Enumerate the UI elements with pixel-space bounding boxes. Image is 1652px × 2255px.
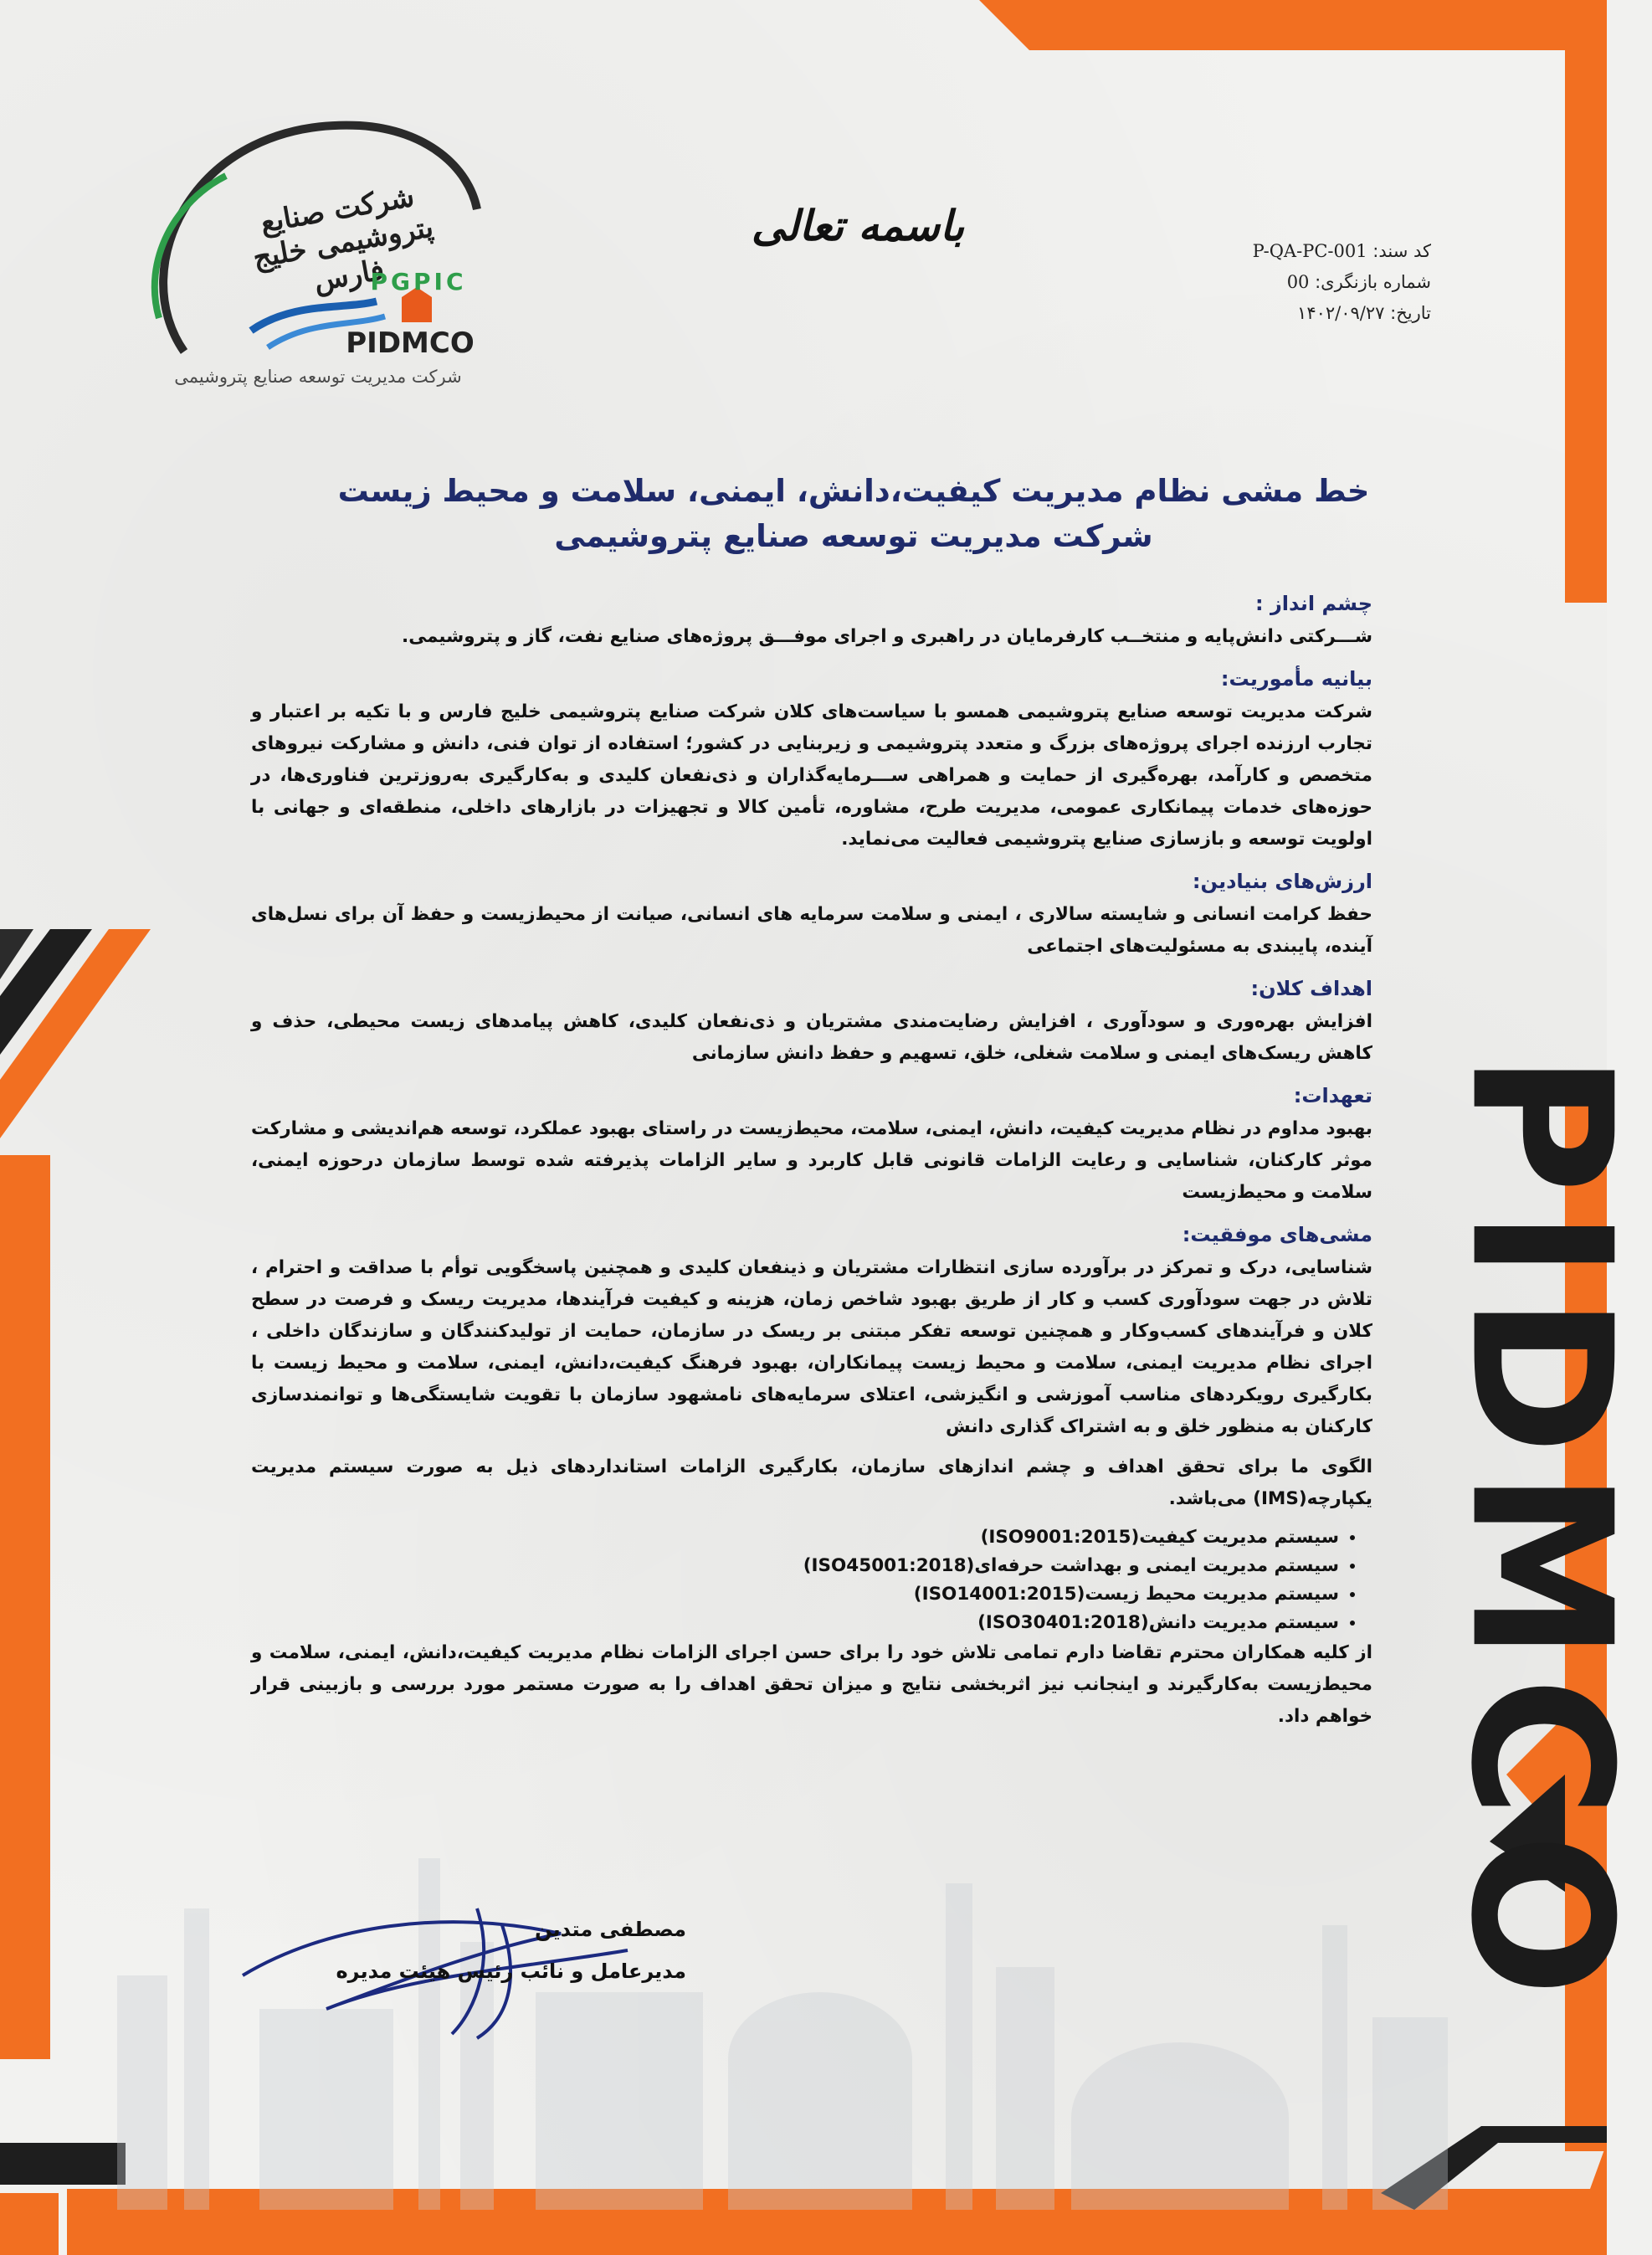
doc-code-label: کد سند: <box>1372 241 1431 261</box>
signer-name: مصطفی متدین <box>535 1918 686 1941</box>
policy-content <box>251 586 1372 1741</box>
doc-revision-value: 00 <box>1286 272 1310 292</box>
doc-code-value: P-QA-PC-001 <box>1252 241 1367 261</box>
mission-text: شرکت مدیریت توسعه صنایع پتروشیمی همسو با سیاست‌های کلان شرکت صنایع پتروشیمی خلیج فارس و با تکیه بر اعتبار و تجارب ارزنده اجرای پروژه‌های بزرگ و متعدد پتروشیمی و زیربنایی در کشور؛ استفاده از توان فنی، دانش و مشارکت نیروهای متخصص و کارآمد، بهره‌گیری از حمایت و همراهی ســـرمایه‌گذاران و ذی‌نفعان کلیدی و به‌کارگیری به‌روزترین فناوری‌ها، در حوزه‌های خدمات پیمانکاری عمومی، مدیریت طرح، مشاوره، تأمین کالا و تجهیزات در بازارهای داخلی، منطقه‌ای و جهانی با اولویت توسعه و بازسازی صنایع پتروشیمی فعالیت می‌نماید. <box>251 701 1372 850</box>
title-line-1: خط مشی نظام مدیریت کیفیت،دانش، ایمنی، سلامت و محیط زیست <box>337 473 1370 509</box>
logo-subtitle: شرکت مدیریت توسعه صنایع پتروشیمی <box>174 367 462 387</box>
company-logo <box>126 100 510 402</box>
brand-vertical-watermark: PIDMCO <box>1428 1051 1652 2012</box>
standards-list <box>251 1523 1372 1637</box>
success-text: شناسایی، درک و تمرکز در برآورده سازی انتظارات مشتریان و ذینفعان کلیدی و همچنین پاسخگویی توأم با صداقت و احترام ، تلاش در جهت سودآوری کسب و کار از طریق بهبود شاخص زمان، هزینه و کیفیت فرآیندها، مدیریت ریسک و فرصت در سطح کلان و فرآیندهای کسب‌وکار و همچنین توسعه تفکر مبتنی بر ریسک در سازمان، حمایت از تولیدکنندگان و سازندگان داخلی ، اجرای نظام مدیریت ایمنی، سلامت و محیط زیست پیمانکاران، بهبود فرهنگ کیفیت،دانش، ایمنی، سلامت و محیط زیست با بکارگیری رویکردهای مناسب آموزشی و انگیزشی، اعتلای سرمایه‌های نامشهود سازمان با تقویت شایستگی‌ها و توانمندسازی کارکنان به منظور خلق و به اشتراک گذاری دانش <box>251 1257 1372 1437</box>
logo-pidmco: PIDMCO <box>346 326 475 360</box>
list-item: • سیستم مدیریت ایمنی و بهداشت حرفه‌ای(ISO45001:2018) <box>251 1552 1339 1580</box>
closing-text: از کلیه همکاران محترم تقاضا دارم تمامی تلاش خود را برای حسن اجرای الزامات نظام مدیریت کیفیت،دانش، ایمنی، سلامت و محیط‌زیست به‌کارگیرند و اینجانب نیز اثربخشی نتایج و میزان تحقق اهداف را به صورت مستمر مورد بررسی و بازبینی قرار خواهم داد. <box>251 1642 1372 1727</box>
document-title <box>251 469 1456 559</box>
doc-date-label: تاریخ: <box>1390 303 1431 323</box>
doc-date-row <box>1130 298 1431 329</box>
mission-heading: بیانیه مأموریت: <box>1220 667 1372 691</box>
logo-company-name: شرکت صنایع پتروشیمی خلیج فارس <box>250 179 436 299</box>
success-heading: مشی‌های موفقیت: <box>1182 1223 1372 1246</box>
doc-date-value: ۱۴۰۲/۰۹/۲۷ <box>1297 303 1385 323</box>
commitments-heading: تعهدات: <box>1293 1084 1372 1107</box>
list-item: • سیستم مدیریت دانش(ISO30401:2018) <box>251 1609 1339 1637</box>
basmala-calligraphy: باسمه تعالی <box>751 201 965 250</box>
doc-code-row <box>1130 236 1431 267</box>
logo-pgpic: PGPIC <box>370 268 467 295</box>
signer-role: مدیرعامل و نائب رئیس هیئت مدیره <box>336 1960 686 1983</box>
vision-text: شـــرکتی دانش‌پایه و منتخــب کارفرمایان در راهبری و اجرای موفـــق پروژه‌های صنایع نفت، گاز و پتروشیمی. <box>402 626 1372 647</box>
list-item: • سیستم مدیریت کیفیت(ISO9001:2015) <box>251 1523 1339 1552</box>
goals-heading: اهداف کلان: <box>1250 977 1372 1000</box>
commitments-text: بهبود مداوم در نظام مدیریت کیفیت، دانش، ایمنی، سلامت، محیط‌زیست در راستای بهبود عملکرد، توسعه هم‌اندیشی و مشارکت موثر کارکنان، شناسایی و رعایت الزامات قانونی قابل کاربرد و سایر الزامات پذیرفته شده توسط سازمان درحوزه ایمنی، سلامت و محیط‌زیست <box>251 1118 1372 1203</box>
doc-revision-row <box>1130 267 1431 298</box>
model-text: الگوی ما برای تحقق اهداف و چشم اندازهای سازمان، بکارگیری الزامات استانداردهای ذیل به صورت سیستم مدیریت یکپارچه(IMS) می‌باشد. <box>251 1456 1372 1509</box>
doc-revision-label: شماره بازنگری: <box>1315 272 1431 292</box>
vision-heading: چشم انداز : <box>1255 592 1372 615</box>
values-heading: ارزش‌های بنیادین: <box>1192 870 1372 893</box>
values-text: حفظ کرامت انسانی و شایسته سالاری ، ایمنی و سلامت سرمایه های انسانی، صیانت از محیط‌زیست و حفظ آن برای نسل‌های آینده، پایبندی به مسئولیت‌های اجتماعی <box>251 904 1372 957</box>
document-meta <box>1130 236 1431 329</box>
list-item: • سیستم مدیریت محیط زیست(ISO14001:2015) <box>251 1580 1339 1609</box>
goals-text: افزایش بهره‌وری و سودآوری ، افزایش رضایت‌مندی مشتریان و ذی‌نفعان کلیدی، کاهش پیامدهای زیست محیطی، حذف و کاهش ریسک‌های ایمنی و سلامت شغلی، خلق، تسهیم و حفظ دانش سازمانی <box>251 1011 1372 1064</box>
signature-block <box>218 1908 686 1992</box>
title-line-2: شرکت مدیریت توسعه صنایع پتروشیمی <box>554 518 1153 554</box>
